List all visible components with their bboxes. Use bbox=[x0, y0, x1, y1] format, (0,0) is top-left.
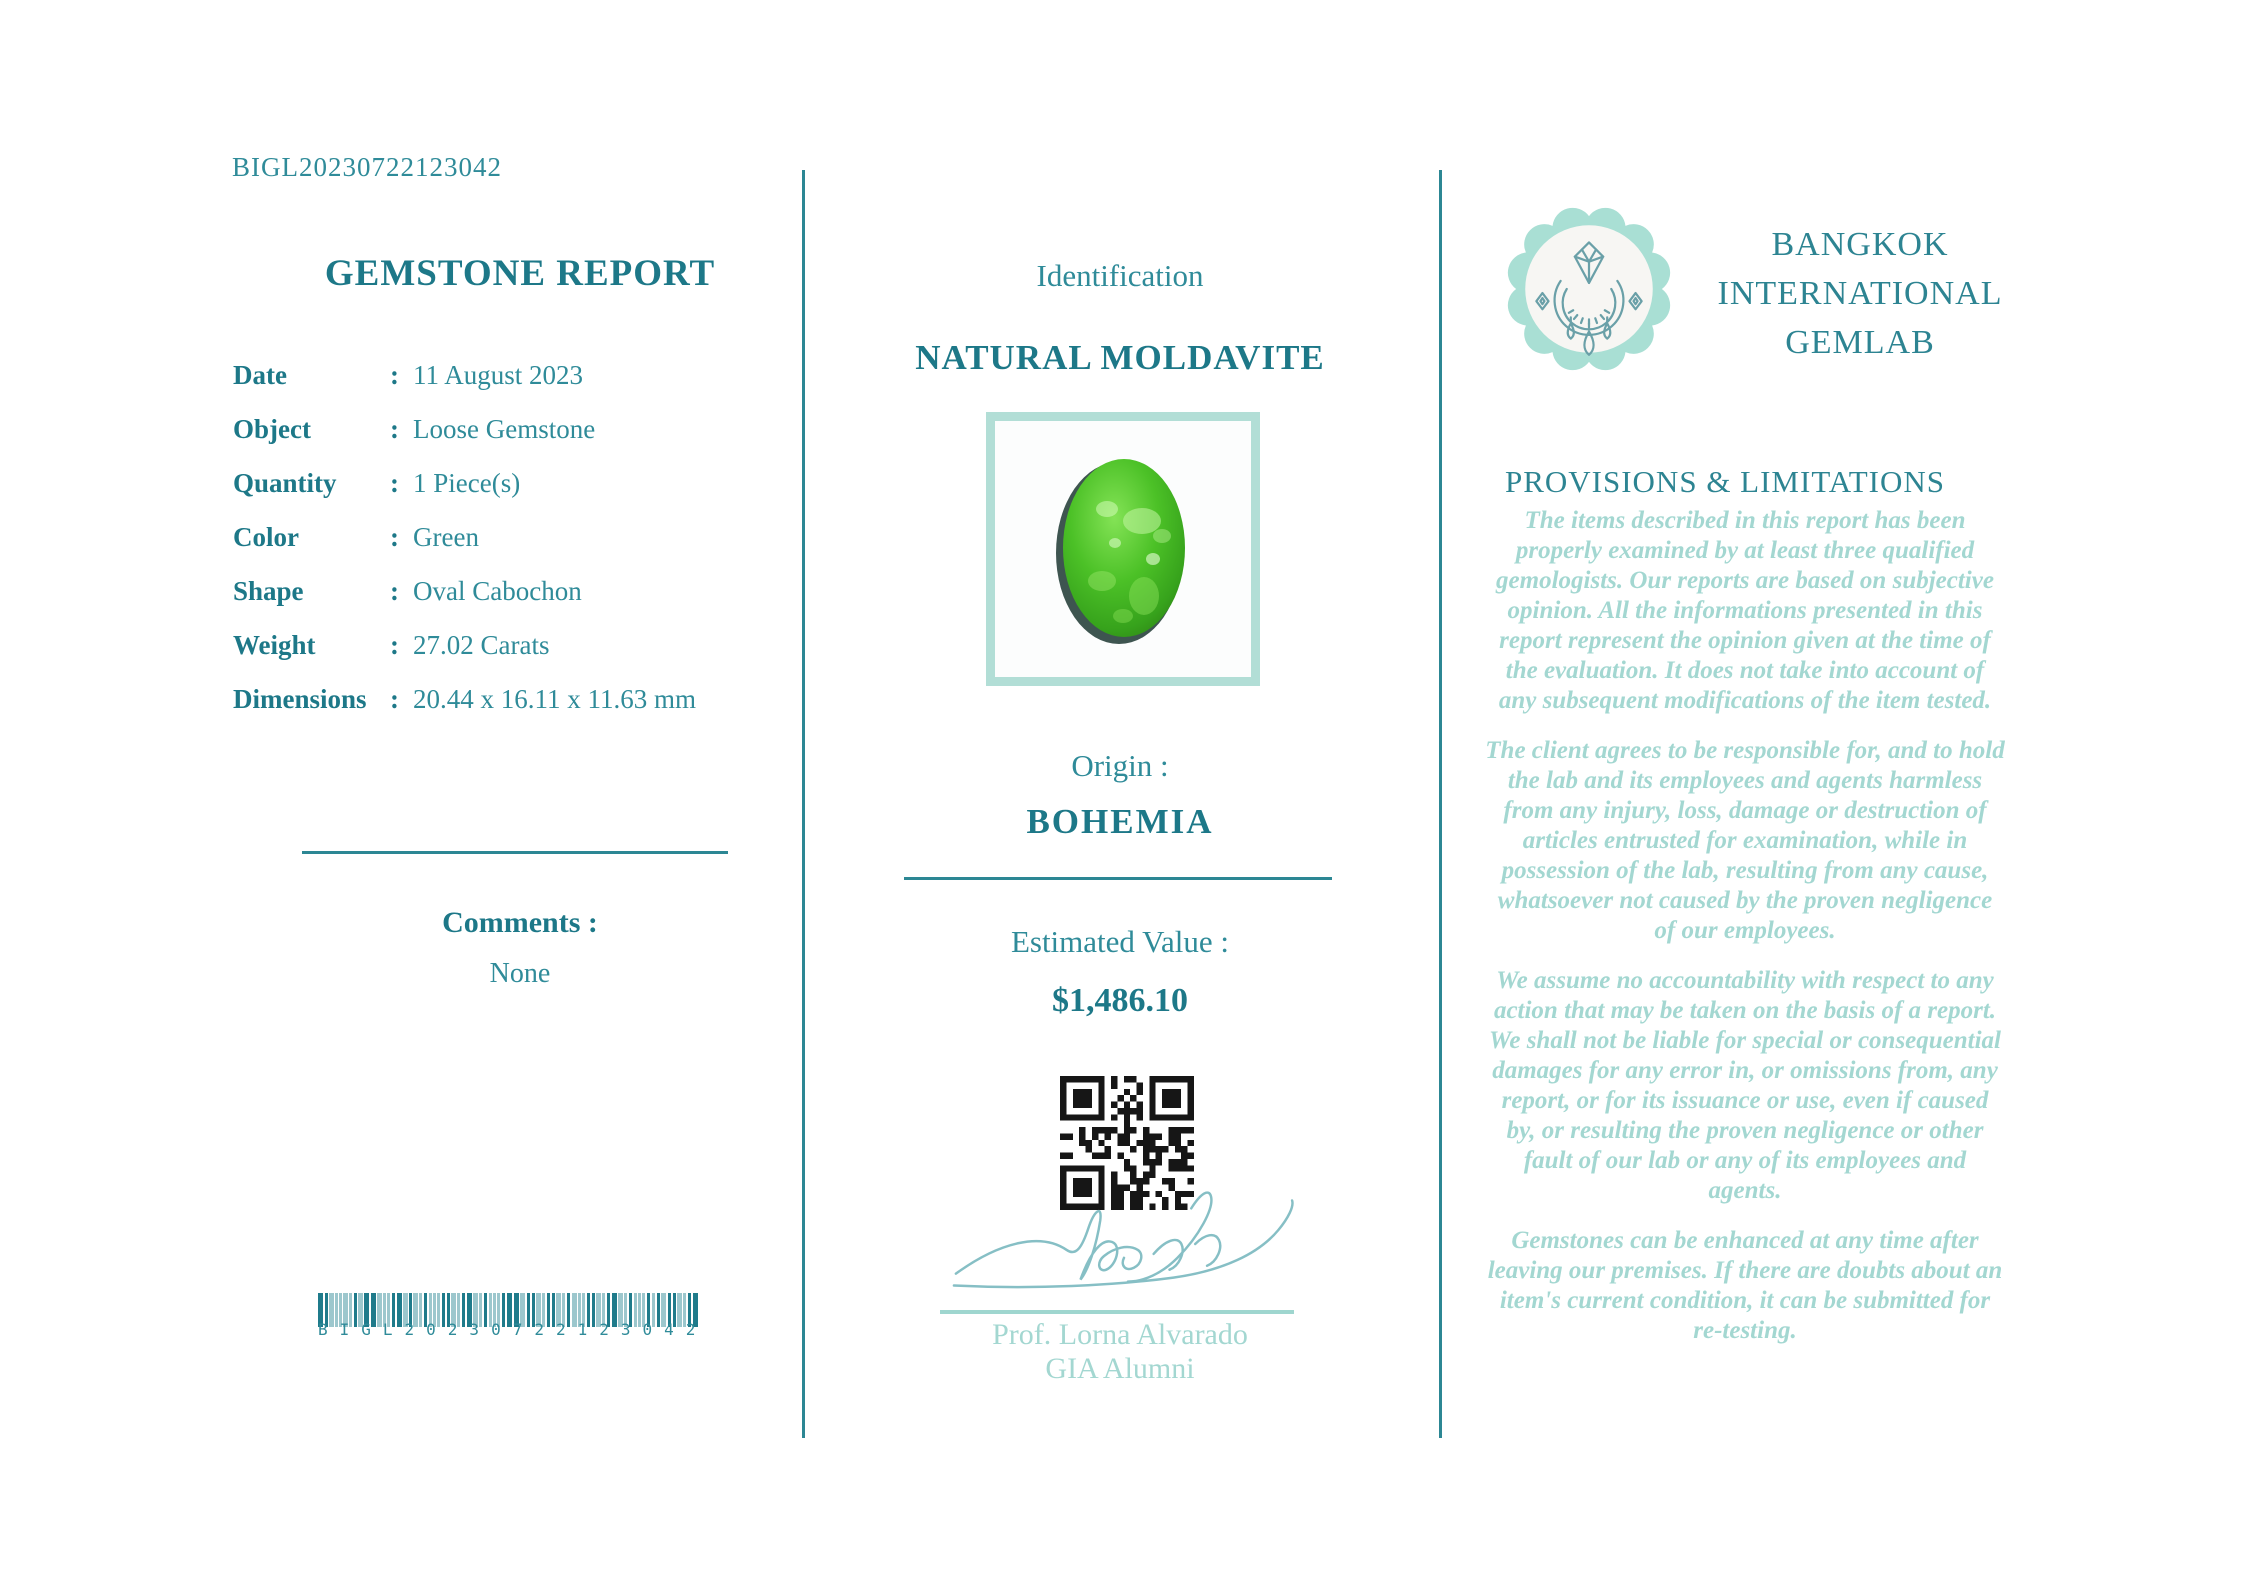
origin-value: BOHEMIA bbox=[1026, 802, 1214, 841]
field-separator: : bbox=[390, 576, 399, 606]
field-label: Color bbox=[233, 522, 299, 552]
column-divider-left bbox=[802, 170, 805, 1438]
field-label: Weight bbox=[233, 630, 316, 660]
field-value: 1 Piece(s) bbox=[413, 468, 521, 498]
field-separator: : bbox=[390, 468, 399, 498]
report-title: GEMSTONE REPORT bbox=[324, 253, 716, 294]
identification-title: Identification bbox=[1036, 258, 1204, 293]
report-number: BIGL20230722123042 bbox=[232, 152, 502, 182]
field-row-object bbox=[233, 414, 773, 468]
report-fields bbox=[233, 360, 773, 738]
field-label: Date bbox=[233, 360, 287, 390]
field-row-weight bbox=[233, 630, 773, 684]
estimated-value: $1,486.10 bbox=[1052, 982, 1188, 1019]
provisions-paragraph-3: We assume no accountability with respect to any action that may be taken on the basis of a report. We shall not be liable for special or consequential damages for any error in, or omissions from, any report, or for its issuance or use, even if caused by, or resulting the proven negligence or other fault of our lab or any of its employees and agents. bbox=[1488, 967, 2002, 1204]
field-label: Dimensions bbox=[233, 684, 367, 714]
field-row-color bbox=[233, 522, 773, 576]
field-label: Shape bbox=[233, 576, 304, 606]
lab-name-line-2: INTERNATIONAL bbox=[1717, 275, 2003, 312]
field-row-dimensions bbox=[233, 684, 773, 738]
gemstone-photo bbox=[986, 412, 1260, 686]
stone-name: NATURAL MOLDAVITE bbox=[915, 338, 1325, 377]
field-row-shape bbox=[233, 576, 773, 630]
left-divider-line bbox=[302, 851, 728, 854]
gemlab-logo-icon bbox=[1506, 206, 1672, 372]
lab-name-line-3: GEMLAB bbox=[1785, 324, 1935, 361]
field-separator: : bbox=[390, 360, 399, 390]
origin-label: Origin : bbox=[1071, 748, 1169, 783]
field-separator: : bbox=[390, 684, 399, 714]
lab-name bbox=[1660, 220, 2060, 367]
field-value: Green bbox=[413, 522, 479, 552]
signatory-name: Prof. Lorna Alvarado bbox=[992, 1318, 1248, 1351]
field-row-quantity bbox=[233, 468, 773, 522]
field-separator: : bbox=[390, 630, 399, 660]
field-label: Object bbox=[233, 414, 311, 444]
field-value: Loose Gemstone bbox=[413, 414, 596, 444]
provisions-text bbox=[1485, 506, 2005, 1366]
middle-divider-line bbox=[904, 877, 1332, 880]
comments-value: None bbox=[489, 958, 551, 989]
gem-cabochon-image bbox=[995, 421, 1251, 677]
field-separator: : bbox=[390, 522, 399, 552]
field-value: 11 August 2023 bbox=[413, 360, 584, 390]
field-value: Oval Cabochon bbox=[413, 576, 582, 606]
column-divider-right bbox=[1439, 170, 1442, 1438]
barcode-text: BIGL20230722123042 bbox=[318, 1320, 708, 1339]
comments-label: Comments : bbox=[442, 906, 598, 939]
provisions-paragraph-1: The items described in this report has been properly examined by at least three qualified gemologists. Our reports are based on subjective opinion. All the informations presented in this report represent the opinion given at the time of the evaluation. It does not take into account of any subsequent modifications of the item tested. bbox=[1496, 507, 1994, 714]
field-label: Quantity bbox=[233, 468, 337, 498]
field-separator: : bbox=[390, 414, 399, 444]
estimated-value-label: Estimated Value : bbox=[1010, 924, 1230, 959]
field-row-date bbox=[233, 360, 773, 414]
provisions-title: PROVISIONS & LIMITATIONS bbox=[1504, 464, 1946, 499]
provisions-paragraph-4: Gemstones can be enhanced at any time after leaving our premises. If there are doubts about an item's current condition, it can be submitted for re-testing. bbox=[1487, 1227, 2003, 1344]
barcode bbox=[318, 1293, 758, 1339]
lab-name-line-1: BANGKOK bbox=[1771, 226, 1949, 263]
signatory-title: GIA Alumni bbox=[1045, 1352, 1195, 1385]
signature bbox=[946, 1178, 1302, 1308]
provisions-paragraph-2: The client agrees to be responsible for, and to hold the lab and its employees and agents harmless from any injury, loss, damage or destruction of articles entrusted for examination, while in possession of the lab, resulting from any cause, whatsoever not caused by the proven negligence of our employees. bbox=[1485, 737, 2005, 944]
field-value: 20.44 x 16.11 x 11.63 mm bbox=[413, 684, 696, 714]
signature-line bbox=[940, 1310, 1294, 1314]
field-value: 27.02 Carats bbox=[413, 630, 550, 660]
